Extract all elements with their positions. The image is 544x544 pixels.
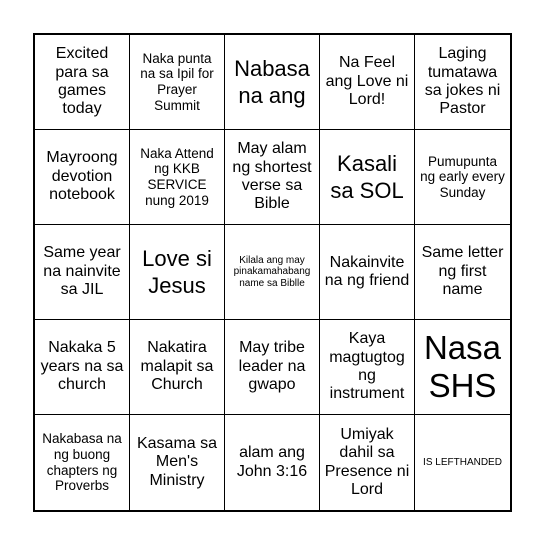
bingo-cell[interactable]: Kaya magtugtog ng instrument (320, 320, 415, 415)
bingo-cell[interactable]: May alam ng shortest verse sa Bible (225, 130, 320, 225)
bingo-cell[interactable]: Naka Attend ng KKB SERVICE nung 2019 (130, 130, 225, 225)
bingo-cell[interactable]: Nasa SHS (415, 320, 510, 415)
bingo-cell[interactable]: Laging tumatawa sa jokes ni Pastor (415, 35, 510, 130)
bingo-cell[interactable]: Nakatira malapit sa Church (130, 320, 225, 415)
bingo-cell[interactable]: May tribe leader na gwapo (225, 320, 320, 415)
bingo-cell[interactable]: Nakainvite na ng friend (320, 225, 415, 320)
bingo-cell[interactable]: alam ang John 3:16 (225, 415, 320, 510)
bingo-cell[interactable]: Kilala ang may pinakamahabang name sa Biblle (225, 225, 320, 320)
bingo-cell[interactable]: Nakabasa na ng buong chapters ng Proverbs (35, 415, 130, 510)
bingo-cell[interactable]: Same letter ng first name (415, 225, 510, 320)
bingo-cell[interactable]: Excited para sa games today (35, 35, 130, 130)
bingo-cell[interactable]: Kasama sa Men's Ministry (130, 415, 225, 510)
bingo-cell[interactable]: Love si Jesus (130, 225, 225, 320)
bingo-cell[interactable]: Naka punta na sa Ipil for Prayer Summit (130, 35, 225, 130)
bingo-cell[interactable]: Kasali sa SOL (320, 130, 415, 225)
bingo-cell[interactable]: Pumupunta ng early every Sunday (415, 130, 510, 225)
bingo-cell[interactable]: Umiyak dahil sa Presence ni Lord (320, 415, 415, 510)
bingo-cell[interactable]: Same year na nainvite sa JIL (35, 225, 130, 320)
bingo-cell[interactable]: IS LEFTHANDED (423, 456, 502, 468)
bingo-cell[interactable]: Na Feel ang Love ni Lord! (320, 35, 415, 130)
bingo-board (33, 33, 512, 512)
bingo-cell[interactable]: Nabasa na ang (225, 35, 320, 130)
bingo-cell[interactable]: Nakaka 5 years na sa church (35, 320, 130, 415)
bingo-cell[interactable]: Mayroong devotion notebook (35, 130, 130, 225)
